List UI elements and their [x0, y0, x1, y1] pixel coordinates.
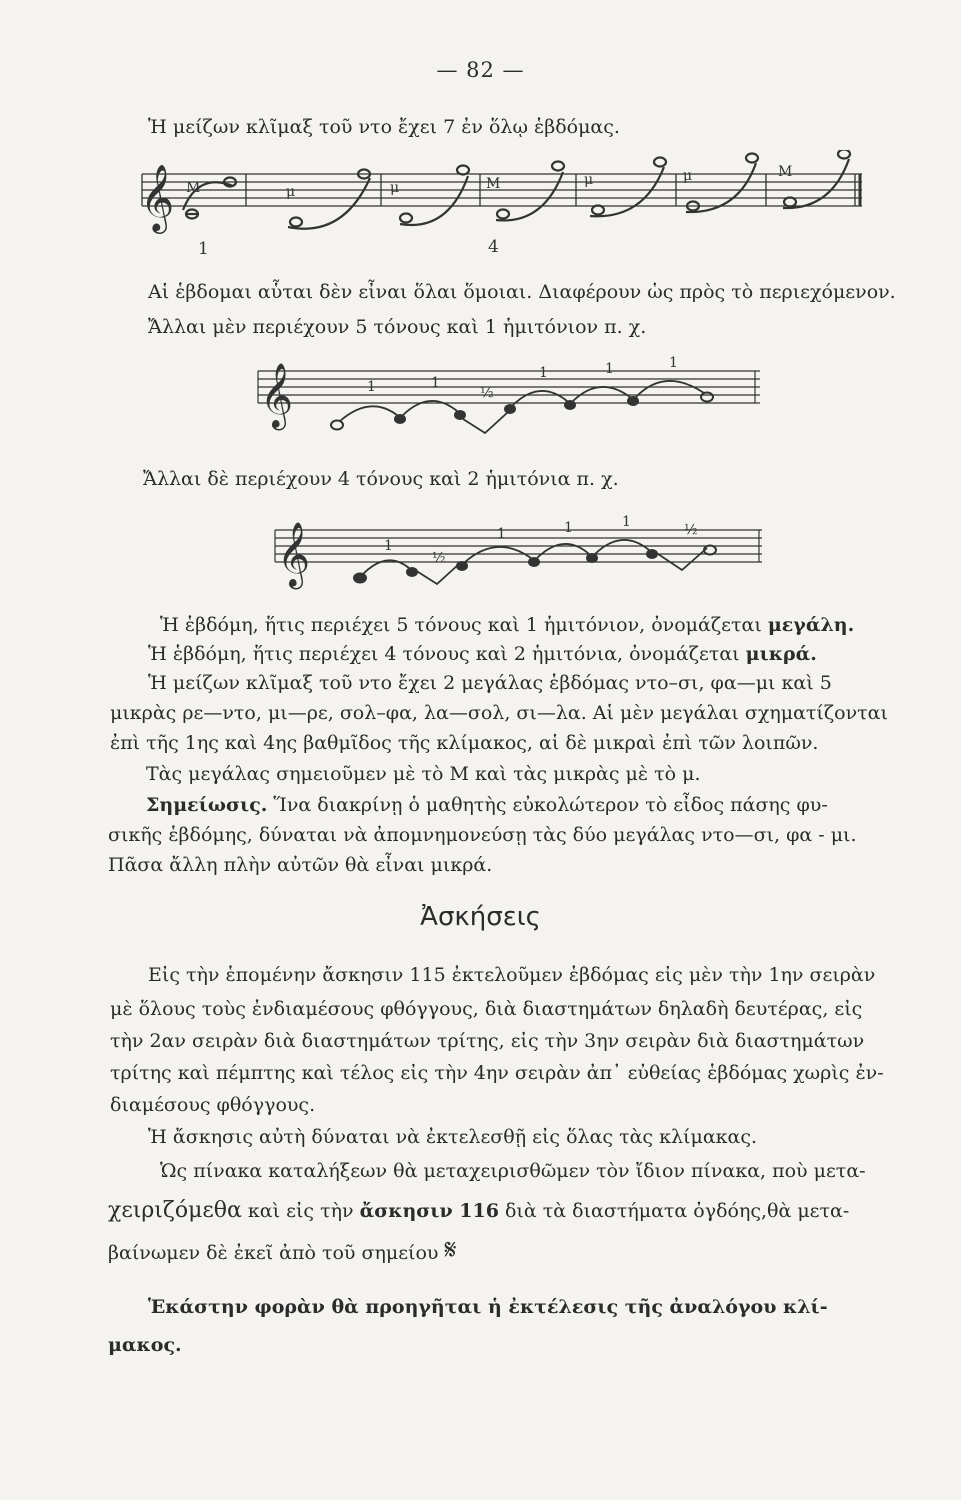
exercise-text: διὰ τὰ διαστήματα ὀγδόης,θὰ μετα- [498, 1200, 850, 1222]
exercise-line: Ὡς πίνακα καταλήξεων θὰ μεταχειρισθῶμεν τὸν ἴδιον πίνακα, ποὺ μετα- [160, 1160, 866, 1182]
definition-text: Ἡ ἑβδόμη, ἥτις περιέχει 5 τόνους καὶ 1 ἡμιτόνιον, ὀνομάζεται [160, 614, 768, 636]
final-line: Ἑκάστην φορὰν θὰ προηγῆται ἡ ἐκτέλεσις τῆς ἀναλόγου κλί- [148, 1296, 828, 1318]
note-line: Πᾶσα ἄλλη πλὴν αὐτῶν θὰ εἶναι μικρά. [108, 854, 493, 876]
staff1-mark: μ [683, 168, 693, 184]
staff1-mark: M [778, 164, 793, 180]
exercise-line: μὲ ὅλους τοὺς ἐνδιαμέσους φθόγγους, διὰ διαστημάτων δηλαδὴ δευτέρας, εἰς [110, 998, 863, 1020]
music-staff-1 [138, 150, 868, 265]
staff1-mark: μ [286, 184, 296, 200]
definition-line [148, 645, 817, 664]
treble-clef-icon: 𝄞 [277, 522, 311, 587]
music-staff-3 [272, 500, 767, 600]
interval-label: 1 [431, 375, 440, 391]
interval-label: ½ [480, 385, 494, 401]
interval-label: 1 [384, 538, 393, 554]
definition-text: Ἡ ἑβδόμη, ἥτις περιέχει 4 τόνους καὶ 2 ἡμιτόνια, ὀνομάζεται [148, 643, 746, 665]
note-line [146, 796, 828, 815]
exercise-word: χειριζόμεθα [108, 1198, 242, 1223]
para2-line: Ἄλλαι δὲ περιέχουν 4 τόνους καὶ 2 ἡμιτόνια π. χ. [143, 468, 619, 490]
music-staff-2 [255, 345, 765, 445]
exercise-ref: ἄσκησιν 116 [359, 1200, 499, 1222]
note-line: σικῆς ἑβδόμης, δύναται νὰ ἀπομνημονεύσῃ τὰς δύο μεγάλας ντο—σι, φα - μι. [108, 824, 857, 846]
interval-label: 1 [564, 520, 573, 536]
para1-line: Ἄλλαι μὲν περιέχουν 5 τόνους καὶ 1 ἡμιτόνιον π. χ. [148, 316, 647, 338]
exercise-line: τρίτης καὶ πέμπτης καὶ τέλος εἰς τὴν 4ην σειρὰν ἀπ᾽ εὐθείας ἑβδόμας χωρὶς ἐν- [110, 1062, 884, 1084]
staff1-number: 4 [488, 237, 499, 257]
interval-label: 1 [669, 355, 678, 371]
note-text: Ἵνα διακρίνῃ ὁ μαθητὴς εὐκολώτερον τὸ εἶδος πάσης φυ- [267, 794, 828, 816]
body-line: Ἡ μείζων κλῖμαξ τοῦ ντο ἔχει 2 μεγάλας ἑβδόμας ντο–σι, φα—μι καὶ 5 [148, 672, 832, 694]
segno-icon: 𝄋 [444, 1233, 457, 1266]
interval-label: ½ [432, 550, 446, 566]
para1-line: Αἱ ἑβδομαι αὗται δὲν εἶναι ὅλαι ὅμοιαι. Διαφέρουν ὡς πρὸς τὸ περιεχόμενον. [148, 281, 896, 303]
treble-clef-icon: 𝄞 [260, 363, 294, 428]
body-line: Τὰς μεγάλας σημειοῦμεν μὲ τὸ Μ καὶ τὰς μικρὰς μὲ τὸ μ. [146, 763, 701, 785]
interval-label: 1 [497, 526, 506, 542]
interval-label: 1 [605, 361, 614, 377]
note-label: Σημείωσις. [146, 794, 268, 816]
interval-label: ½ [684, 522, 698, 538]
exercise-line [108, 1200, 849, 1222]
interval-label: 1 [622, 514, 631, 530]
treble-clef-icon: 𝄞 [140, 163, 175, 231]
interval-label: 1 [367, 379, 376, 395]
exercise-line: διαμέσους φθόγγους. [110, 1094, 316, 1116]
interval-label: 1 [539, 365, 548, 381]
definition-term: μεγάλη. [767, 614, 855, 636]
intro-line: Ἡ μείζων κλῖμαξ τοῦ ντο ἔχει 7 ἐν ὅλῳ ἑβδόμας. [148, 116, 620, 138]
definition-term: μικρά. [745, 643, 817, 665]
exercise-text: βαίνωμεν δὲ ἐκεῖ ἀπὸ τοῦ σημείου [108, 1242, 445, 1264]
staff1-mark: μ [584, 172, 594, 188]
staff1-mark: M [186, 180, 201, 196]
exercise-line [108, 1233, 457, 1266]
exercise-line: Ἡ ἄσκησις αὐτὴ δύναται νὰ ἐκτελεσθῇ εἰς ὅλας τὰς κλίμακας. [148, 1126, 758, 1148]
exercise-text: καὶ εἰς τὴν [241, 1200, 360, 1222]
staff1-number: 1 [198, 239, 209, 259]
body-line: μικρὰς ρε—ντο, μι—ρε, σολ–φα, λα—σολ, σι—λα. Αἱ μὲν μεγάλαι σχηματίζονται [110, 702, 888, 724]
exercise-line: τὴν 2αν σειρὰν διὰ διαστημάτων τρίτης, εἰς τὴν 3ην σειρὰν διὰ διαστημάτων [110, 1030, 865, 1052]
section-heading: Ἀσκήσεις [420, 902, 541, 932]
final-line: μακος. [108, 1334, 182, 1356]
body-line: ἐπὶ τῆς 1ης καὶ 4ης βαθμῖδος τῆς κλίμακος, αἱ δὲ μικραὶ ἐπὶ τῶν λοιπῶν. [110, 732, 819, 754]
definition-line [160, 616, 854, 635]
staff1-mark: M [486, 176, 501, 192]
page-number: — 82 — [436, 58, 525, 82]
exercise-line: Εἰς τὴν ἑπομένην ἄσκησιν 115 ἐκτελοῦμεν ἑβδόμας εἰς μὲν τὴν 1ην σειρὰν [148, 964, 876, 986]
staff1-mark: μ [390, 180, 400, 196]
